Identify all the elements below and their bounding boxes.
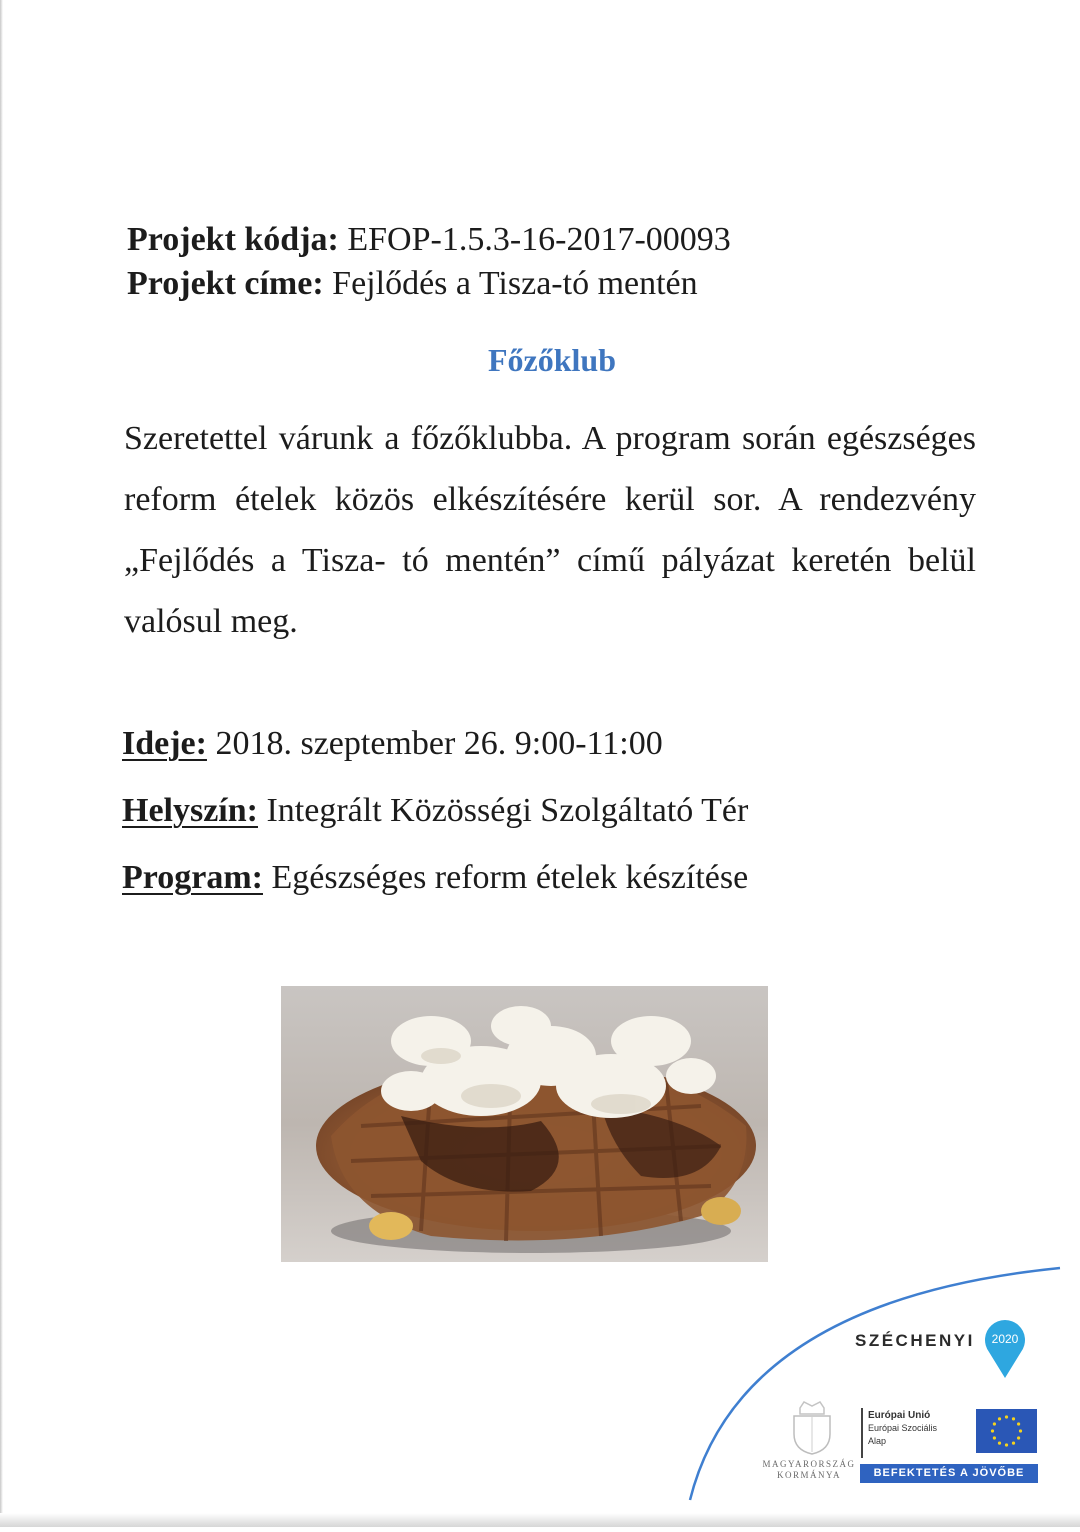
project-code-value: EFOP-1.5.3-16-2017-00093: [347, 221, 731, 258]
eu-line2: Európai Szociális: [868, 1423, 938, 1433]
project-title-value: Fejlődés a Tisza-tó mentén: [332, 265, 698, 302]
hungarian-crest-icon: [782, 1398, 842, 1456]
invest-slogan-bar: BEFEKTETÉS A JÖVŐBE: [860, 1464, 1038, 1483]
waffle-photo: [281, 986, 768, 1262]
location-label: Helyszín:: [122, 792, 258, 829]
eu-text: [868, 1409, 937, 1448]
program-label: Program:: [122, 859, 263, 896]
scan-edge-left: [0, 0, 3, 1527]
project-title-line: [127, 262, 731, 306]
government-name: [760, 1459, 858, 1481]
project-code-line: [127, 218, 731, 262]
eu-flag-icon: [976, 1409, 1037, 1453]
eu-line1: Európai Unió: [868, 1410, 931, 1421]
project-title-label: Projekt címe:: [127, 265, 324, 302]
intro-paragraph: Szeretettel várunk a főzőklubba. A program során egészséges reform ételek közös elkészítésére kerül sor. A rendezvény „Fejlődés a Tisza- tó mentén” című pályázat keretén belül valósul meg.: [124, 420, 976, 640]
eu-line3: Alap: [868, 1436, 887, 1446]
government-line1: MAGYARORSZÁG: [762, 1459, 856, 1469]
detail-row-program: [122, 852, 748, 919]
eu-divider: [861, 1408, 863, 1458]
detail-row-date: [122, 718, 748, 785]
szechenyi-logo-text: SZÉCHENYI: [855, 1331, 975, 1350]
location-value: Integrált Közösségi Szolgáltató Tér: [266, 792, 749, 829]
date-value: 2018. szeptember 26. 9:00-11:00: [215, 725, 663, 762]
project-code-label: Projekt kódja:: [127, 221, 339, 258]
scan-edge-bottom: [0, 1513, 1080, 1527]
szechenyi-pin-icon: [983, 1318, 1027, 1380]
program-value: Egészséges reform ételek készítése: [271, 859, 749, 896]
project-header: [127, 218, 731, 306]
government-line2: KORMÁNYA: [776, 1470, 841, 1480]
document-title: Főzőklub: [487, 342, 617, 378]
szechenyi-year: 2020: [991, 1332, 1019, 1346]
detail-row-location: [122, 785, 748, 852]
event-details: [122, 718, 748, 919]
date-label: Ideje:: [122, 725, 207, 762]
